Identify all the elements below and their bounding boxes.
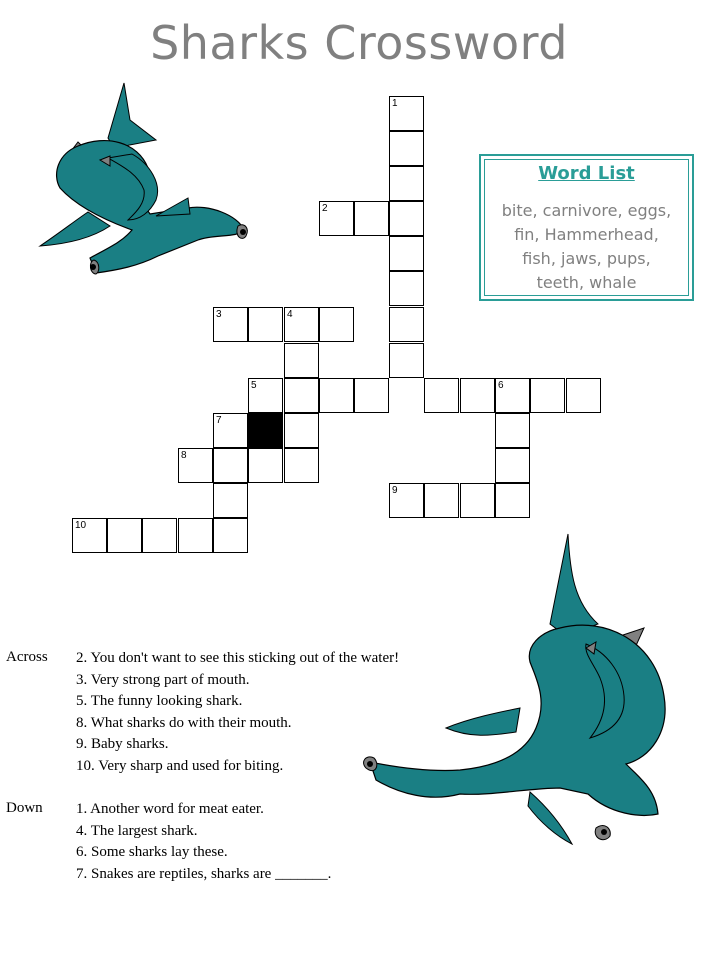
- crossword-cell[interactable]: [213, 413, 248, 448]
- clue-item: 9. Baby sharks.: [76, 736, 169, 753]
- crossword-cell[interactable]: [178, 518, 213, 553]
- crossword-cell[interactable]: [248, 307, 283, 342]
- down-clue-list: [76, 800, 331, 886]
- down-heading: Down: [6, 800, 43, 816]
- crossword-cell[interactable]: [389, 236, 424, 271]
- crossword-cell[interactable]: [248, 378, 283, 413]
- crossword-cell[interactable]: [213, 518, 248, 553]
- crossword-cell[interactable]: [72, 518, 107, 553]
- clue-item: 7. Snakes are reptiles, sharks are _______.: [76, 865, 332, 882]
- crossword-cell[interactable]: [495, 483, 530, 518]
- clue-item: 5. The funny looking shark.: [76, 693, 243, 710]
- word-list-line: fin, Hammerhead,: [514, 225, 659, 244]
- crossword-cell[interactable]: [389, 166, 424, 201]
- across-heading: Across: [6, 649, 48, 665]
- crossword-cell[interactable]: [319, 378, 354, 413]
- clue-number: 7: [216, 415, 222, 426]
- crossword-cell[interactable]: [248, 448, 283, 483]
- clue-number: 9: [392, 485, 398, 496]
- crossword-cell[interactable]: [460, 378, 495, 413]
- word-list-line: teeth, whale: [536, 273, 637, 292]
- word-list-title: Word List: [538, 163, 635, 184]
- crossword-cell[interactable]: [389, 271, 424, 306]
- crossword-cell[interactable]: [389, 343, 424, 378]
- crossword-cell[interactable]: [566, 378, 601, 413]
- word-list-box: [479, 154, 694, 301]
- clue-number: 2: [322, 203, 328, 214]
- crossword-cell[interactable]: [389, 131, 424, 166]
- crossword-cell[interactable]: [495, 413, 530, 448]
- clue-item: 10. Very sharp and used for biting.: [76, 757, 284, 774]
- crossword-cell[interactable]: [354, 378, 389, 413]
- crossword-cell[interactable]: [389, 201, 424, 236]
- crossword-cell[interactable]: [530, 378, 565, 413]
- word-list-words: [481, 199, 692, 295]
- clue-item: 1. Another word for meat eater.: [76, 801, 264, 817]
- clue-item: 2. You don't want to see this sticking out of the water!: [76, 650, 400, 666]
- crossword-cell[interactable]: [354, 201, 389, 236]
- page-title: Sharks Crossword: [150, 16, 568, 70]
- clue-number: 1: [392, 98, 398, 109]
- crossword-cell[interactable]: [319, 307, 354, 342]
- word-list-line: bite, carnivore, eggs,: [501, 201, 672, 220]
- crossword-cell[interactable]: [178, 448, 213, 483]
- crossword-cell[interactable]: [460, 483, 495, 518]
- clue-number: 3: [216, 309, 222, 320]
- crossword-cell[interactable]: [284, 413, 319, 448]
- crossword-cell[interactable]: [284, 343, 319, 378]
- clue-number: 10: [75, 520, 87, 531]
- crossword-cell[interactable]: [495, 378, 530, 413]
- crossword-cell[interactable]: [424, 483, 459, 518]
- word-list-line: fish, jaws, pups,: [522, 249, 651, 268]
- clue-number: 8: [181, 450, 187, 461]
- crossword-cell[interactable]: [213, 307, 248, 342]
- crossword-cell[interactable]: [107, 518, 142, 553]
- crossword-cell[interactable]: [213, 483, 248, 518]
- clue-item: 4. The largest shark.: [76, 822, 198, 839]
- hammerhead-shark-icon: [360, 532, 678, 854]
- crossword-cell[interactable]: [389, 96, 424, 131]
- blocked-cell: [248, 413, 283, 448]
- clue-item: 6. Some sharks lay these.: [76, 844, 228, 861]
- crossword-cell[interactable]: [389, 483, 424, 518]
- clue-item: 8. What sharks do with their mouth.: [76, 714, 292, 731]
- clue-number: 5: [251, 380, 257, 391]
- crossword-cell[interactable]: [284, 307, 319, 342]
- crossword-cell[interactable]: [284, 378, 319, 413]
- crossword-cell[interactable]: [389, 307, 424, 342]
- crossword-cell[interactable]: [284, 448, 319, 483]
- across-clue-list: [76, 649, 399, 779]
- crossword-cell[interactable]: [495, 448, 530, 483]
- crossword-cell[interactable]: [319, 201, 354, 236]
- crossword-cell[interactable]: [213, 448, 248, 483]
- crossword-cell[interactable]: [424, 378, 459, 413]
- clue-number: 6: [498, 380, 504, 391]
- crossword-cell[interactable]: [142, 518, 177, 553]
- clue-number: 4: [287, 309, 293, 320]
- clue-item: 3. Very strong part of mouth.: [76, 671, 250, 688]
